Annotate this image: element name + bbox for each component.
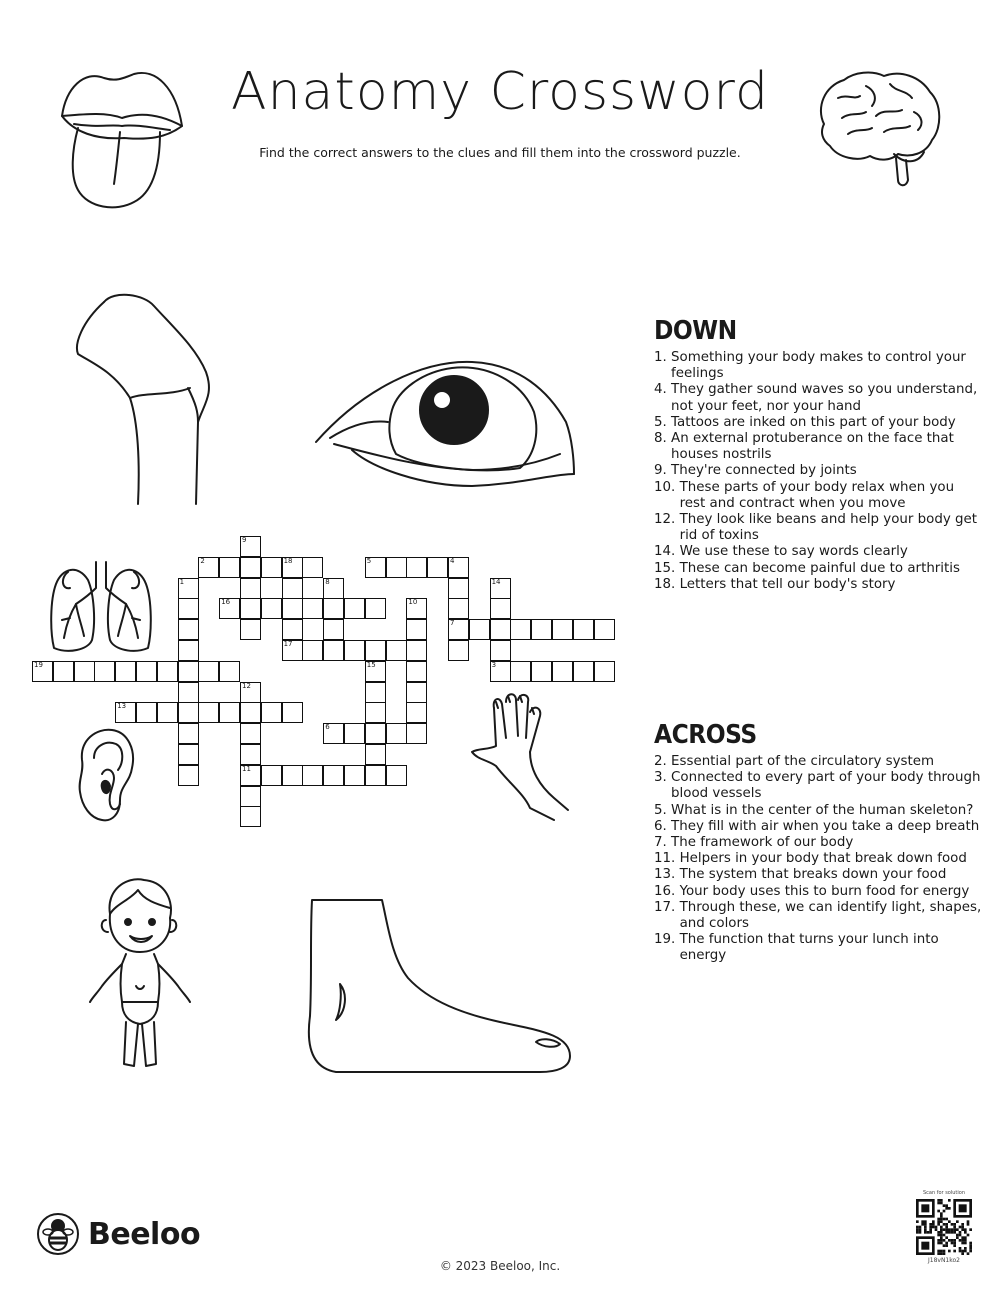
clue-text: Through these, we can identify light, shapes, and colors <box>679 899 982 932</box>
crossword-cell[interactable] <box>178 640 199 661</box>
crossword-cell[interactable] <box>427 557 448 578</box>
crossword-cell[interactable] <box>178 744 199 765</box>
clue-text: These can become painful due to arthritis <box>679 560 960 576</box>
clue-text: The framework of our body <box>671 835 854 851</box>
crossword-cell[interactable] <box>323 578 344 599</box>
cell-number: 18 <box>283 556 293 565</box>
brain-icon <box>814 68 942 194</box>
crossword-cell[interactable] <box>365 661 386 682</box>
crossword-cell[interactable] <box>219 598 240 619</box>
clue-text: These parts of your body relax when you rest and contract when you move <box>679 479 955 511</box>
down-clue <box>654 480 984 512</box>
crossword-cell[interactable] <box>178 765 199 786</box>
down-clue <box>654 350 984 382</box>
crossword-cell[interactable] <box>344 640 365 661</box>
cell-number: 3 <box>491 660 497 669</box>
crossword-cell[interactable] <box>240 598 261 619</box>
clue-text: Connected to every part of your body through blood vessels <box>671 770 981 802</box>
crossword-cell[interactable] <box>386 640 407 661</box>
crossword-cell[interactable] <box>531 661 552 682</box>
crossword-cell[interactable] <box>240 723 261 744</box>
crossword-cell[interactable] <box>448 557 469 578</box>
clue-text: Something your body makes to control your feelings <box>671 350 966 382</box>
instructions: Find the correct answers to the clues and fill them into the crossword puzzle. <box>259 145 741 160</box>
crossword-cell[interactable] <box>406 640 427 661</box>
crossword-cell[interactable] <box>198 702 219 723</box>
crossword-cell[interactable] <box>406 702 427 723</box>
clue-number: 2. <box>654 754 672 769</box>
across-clue <box>654 803 984 819</box>
crossword-cell[interactable] <box>406 661 427 682</box>
crossword-cell[interactable] <box>365 702 386 723</box>
crossword-cell[interactable] <box>240 765 261 786</box>
down-clue <box>654 463 984 479</box>
qr-code-icon[interactable] <box>916 1199 972 1255</box>
across-clues <box>654 720 984 965</box>
crossword-cell[interactable] <box>365 557 386 578</box>
crossword-cell[interactable] <box>344 598 365 619</box>
cell-number: 17 <box>283 640 293 648</box>
crossword-cell[interactable] <box>323 598 344 619</box>
crossword-cell[interactable] <box>115 702 136 723</box>
clue-text: They're connected by joints <box>671 463 857 479</box>
clue-number: 10. <box>654 479 680 495</box>
crossword-cell[interactable] <box>178 598 199 619</box>
crossword-cell[interactable] <box>365 723 386 744</box>
across-clue <box>654 835 984 851</box>
crossword-cell[interactable] <box>406 682 427 703</box>
crossword-cell[interactable] <box>219 661 240 682</box>
crossword-cell[interactable] <box>178 723 199 744</box>
cell-number: 1 <box>179 577 185 586</box>
across-clue <box>654 754 984 770</box>
crossword-cell[interactable] <box>594 619 615 640</box>
crossword-cell[interactable] <box>240 619 261 640</box>
down-clue <box>654 431 984 463</box>
crossword-cell[interactable] <box>282 578 303 599</box>
down-heading: DOWN <box>654 316 737 346</box>
cell-number: 9 <box>242 536 247 544</box>
crossword-cell[interactable] <box>240 744 261 765</box>
cell-number: 6 <box>325 723 330 732</box>
ear-icon <box>72 728 136 822</box>
crossword-cell[interactable] <box>32 661 53 682</box>
crossword-cell[interactable] <box>469 619 490 640</box>
clue-text: An external protuberance on the face that houses nostrils <box>671 431 954 463</box>
clue-number: 3. <box>654 770 672 786</box>
crossword-cell[interactable] <box>344 765 365 786</box>
crossword-cell[interactable] <box>157 661 178 682</box>
crossword-cell[interactable] <box>594 661 615 682</box>
cell-number: 12 <box>242 681 251 690</box>
crossword-cell[interactable] <box>198 661 219 682</box>
clue-number: 17. <box>654 899 680 915</box>
copyright: © 2023 Beeloo, Inc. <box>439 1259 561 1273</box>
clue-text: What is in the center of the human skeleton? <box>671 802 974 818</box>
clue-text: Helpers in your body that break down food <box>679 851 967 867</box>
crossword-cell[interactable] <box>240 578 261 599</box>
crossword-cell[interactable] <box>240 702 261 723</box>
down-clue <box>654 577 984 593</box>
crossword-cell[interactable] <box>302 640 323 661</box>
crossword-cell[interactable] <box>323 640 344 661</box>
crossword-cell[interactable] <box>406 557 427 578</box>
crossword-cell[interactable] <box>552 619 573 640</box>
crossword-cell[interactable] <box>573 619 594 640</box>
crossword-cell[interactable] <box>406 619 427 640</box>
crossword-cell[interactable] <box>510 619 531 640</box>
down-clue <box>654 512 984 544</box>
brand-logo <box>36 1212 200 1256</box>
across-heading: ACROSS <box>654 720 757 750</box>
cell-number: 4 <box>450 556 455 565</box>
mouth-tongue-icon <box>56 66 186 212</box>
brand-name: Beeloo <box>88 1216 201 1252</box>
crossword-cell[interactable] <box>261 702 282 723</box>
crossword-cell[interactable] <box>490 619 511 640</box>
across-clue <box>654 884 984 900</box>
clue-number: 1. <box>654 350 672 365</box>
crossword-cell[interactable] <box>282 557 303 578</box>
clue-number: 9. <box>654 463 672 479</box>
crossword-cell[interactable] <box>344 723 365 744</box>
eye-icon <box>312 350 576 492</box>
crossword-cell[interactable] <box>448 640 469 661</box>
down-clue <box>654 544 984 560</box>
clue-text: We use these to say words clearly <box>679 544 908 560</box>
crossword-cell[interactable] <box>157 702 178 723</box>
crossword-cell[interactable] <box>386 765 407 786</box>
across-clue <box>654 867 984 883</box>
clue-number: 4. <box>654 382 672 398</box>
clue-text: The system that breaks down your food <box>679 867 947 883</box>
across-clue <box>654 819 984 835</box>
clue-number: 16. <box>654 883 680 899</box>
crossword-cell[interactable] <box>365 744 386 765</box>
across-clue <box>654 770 984 802</box>
crossword-cell[interactable] <box>178 702 199 723</box>
crossword-cell[interactable] <box>323 619 344 640</box>
across-clue <box>654 851 984 867</box>
clue-text: Letters that tell our body's story <box>679 576 896 592</box>
cell-number: 7 <box>450 619 455 628</box>
crossword-cell[interactable] <box>282 765 303 786</box>
crossword-cell[interactable] <box>323 765 344 786</box>
crossword-cell[interactable] <box>240 682 261 703</box>
crossword-cell[interactable] <box>178 661 199 682</box>
crossword-cell[interactable] <box>53 661 74 682</box>
clue-number: 15. <box>654 560 680 576</box>
crossword-cell[interactable] <box>94 661 115 682</box>
crossword-cell[interactable] <box>490 640 511 661</box>
crossword-cell[interactable] <box>261 557 282 578</box>
down-clue <box>654 561 984 577</box>
clue-number: 6. <box>654 818 672 834</box>
qr-label: Scan for solution <box>922 1190 965 1196</box>
clue-text: They look like beans and help your body get rid of toxins <box>679 512 978 544</box>
crossword-cell[interactable] <box>323 723 344 744</box>
foot-icon <box>304 896 572 1074</box>
bee-icon <box>36 1212 80 1256</box>
qr-block <box>910 1190 978 1264</box>
crossword-cell[interactable] <box>240 557 261 578</box>
cell-number: 10 <box>408 598 418 607</box>
cell-number: 15 <box>366 660 376 669</box>
crossword-cell[interactable] <box>302 598 323 619</box>
crossword-cell[interactable] <box>178 682 199 703</box>
crossword-cell[interactable] <box>386 723 407 744</box>
crossword-cell[interactable] <box>490 661 511 682</box>
crossword-cell[interactable] <box>365 765 386 786</box>
crossword-cell[interactable] <box>178 619 199 640</box>
crossword-cell[interactable] <box>198 557 219 578</box>
crossword-cell[interactable] <box>282 598 303 619</box>
clue-number: 11. <box>654 851 680 867</box>
crossword-cell[interactable] <box>406 723 427 744</box>
crossword-cell[interactable] <box>386 557 407 578</box>
page-title: Anatomy Crossword <box>231 62 769 122</box>
crossword-cell[interactable] <box>115 661 136 682</box>
crossword-cell[interactable] <box>365 640 386 661</box>
crossword-cell[interactable] <box>302 557 323 578</box>
qr-code-text: J18vN1ko2 <box>927 1257 960 1264</box>
clue-text: Essential part of the circulatory system <box>671 754 935 769</box>
clue-number: 5. <box>654 414 672 430</box>
crossword-cell[interactable] <box>365 598 386 619</box>
crossword-cell[interactable] <box>448 578 469 599</box>
across-clue <box>654 900 984 932</box>
crossword-cell[interactable] <box>448 619 469 640</box>
clue-number: 18. <box>654 576 680 592</box>
crossword-cell[interactable] <box>302 765 323 786</box>
clue-number: 14. <box>654 544 680 560</box>
clue-number: 5. <box>654 802 672 818</box>
crossword-cell[interactable] <box>282 702 303 723</box>
across-clue <box>654 932 984 964</box>
crossword-cell[interactable] <box>240 806 261 827</box>
down-clue <box>654 415 984 431</box>
lungs-icon <box>48 560 154 654</box>
crossword-cell[interactable] <box>406 598 427 619</box>
crossword-cell[interactable] <box>219 557 240 578</box>
cell-number: 2 <box>200 556 205 565</box>
cell-number: 16 <box>221 598 231 607</box>
cell-number: 13 <box>117 702 127 711</box>
clue-text: They gather sound waves so you understand, not your feet, nor your hand <box>671 382 978 414</box>
cell-number: 8 <box>325 577 330 586</box>
crossword-cell[interactable] <box>240 536 261 557</box>
crossword-cell[interactable] <box>261 765 282 786</box>
crossword-cell[interactable] <box>282 619 303 640</box>
clue-text: Your body uses this to burn food for energy <box>679 883 970 899</box>
crossword-cell[interactable] <box>136 702 157 723</box>
clue-number: 12. <box>654 512 680 528</box>
cell-number: 14 <box>491 577 501 586</box>
clue-number: 8. <box>654 431 672 447</box>
crossword-cell[interactable] <box>552 661 573 682</box>
down-clue <box>654 382 984 414</box>
crossword-cell[interactable] <box>531 619 552 640</box>
cell-number: 19 <box>34 660 43 669</box>
crossword-cell[interactable] <box>510 661 531 682</box>
crossword-cell[interactable] <box>240 786 261 807</box>
crossword-cell[interactable] <box>74 661 95 682</box>
knee-icon <box>74 292 214 506</box>
crossword-cell[interactable] <box>490 578 511 599</box>
clue-number: 7. <box>654 835 672 851</box>
clue-text: The function that turns your lunch into energy <box>679 932 939 964</box>
crossword-cell[interactable] <box>365 682 386 703</box>
crossword-cell[interactable] <box>136 661 157 682</box>
cell-number: 5 <box>366 556 372 565</box>
clue-number: 19. <box>654 932 680 948</box>
down-clues <box>654 316 984 593</box>
clue-text: Tattoos are inked on this part of your body <box>671 414 956 430</box>
hand-icon <box>468 690 572 822</box>
crossword-cell[interactable] <box>178 578 199 599</box>
clue-text: They fill with air when you take a deep breath <box>671 818 980 834</box>
crossword-cell[interactable] <box>448 598 469 619</box>
crossword-cell[interactable] <box>282 640 303 661</box>
child-icon <box>86 874 194 1072</box>
cell-number: 11 <box>242 764 251 773</box>
crossword-cell[interactable] <box>490 598 511 619</box>
crossword-cell[interactable] <box>261 598 282 619</box>
clue-number: 13. <box>654 867 680 883</box>
crossword-cell[interactable] <box>219 702 240 723</box>
crossword-cell[interactable] <box>573 661 594 682</box>
